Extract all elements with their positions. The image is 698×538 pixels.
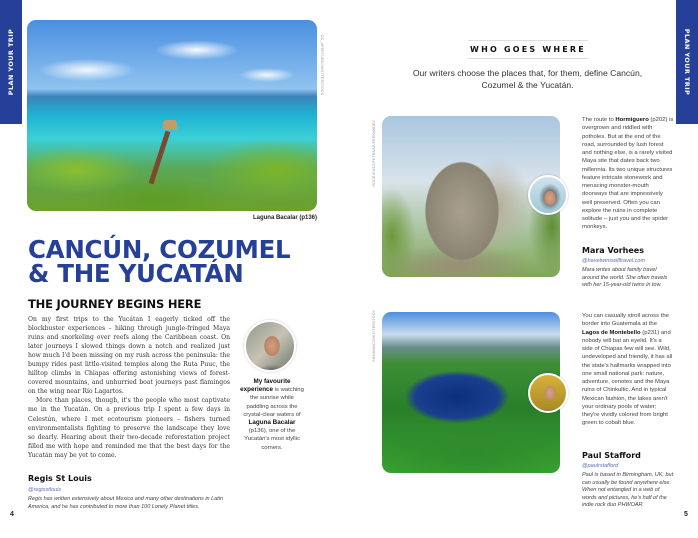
author-bio: Mara writes about family travel around the world. She often travels with her 15-year-old twins in tow. bbox=[582, 267, 668, 289]
author-handle[interactable]: @regisstlouis bbox=[28, 487, 62, 493]
pick-text: The route to bbox=[582, 117, 616, 123]
avatar-mara-vorhees bbox=[528, 175, 568, 215]
author-name: Paul Stafford bbox=[582, 451, 641, 460]
favourite-text: is watching the sunrise while paddling across the crystal-clear waters of bbox=[243, 387, 304, 418]
pick-text: (p202) is overgrown and riddled with potholes. But at the end of the road, surrounded by lush forest and nothing else, is a rarely visited Maya site that dates back two millennia. Its two unique structures feature intricate stonework and menacing monster-mouth doorways that are impressively well preserved. Often you can explore the ruins in complete solitude – just you and the spider monkeys. bbox=[582, 117, 674, 231]
photo-credit: RODRIGUEZ/PETRNAR/FERNANDEZ bbox=[372, 120, 376, 187]
pier-shape bbox=[149, 131, 171, 185]
intro-paragraph: More than places, though, it's the people who most captivate me in the Yucatán. On a previous trip I spent a few days in Celestún, where I met ecotourism pioneers – fishers turned environmentalists fighting to preserve the landscape they love so dearly. Hearing about their two-decade reforestation project filled me with hope and reminded me that the best days for the Yucatán may be yet to come. bbox=[28, 397, 230, 459]
author-bio: Regis has written extensively about Mexico and many other destinations in Latin America, and he has contributed to more than 100 Lonely Planet titles. bbox=[28, 496, 224, 510]
author-name: Mara Vorhees bbox=[582, 246, 644, 255]
author-handle[interactable]: @havetwinswilltravel.com bbox=[582, 258, 646, 264]
writer-pick-text bbox=[582, 312, 674, 428]
favourite-lead: My favourite experience bbox=[240, 378, 291, 394]
page-subtitle: THE JOURNEY BEGINS HERE bbox=[28, 297, 202, 311]
section-heading: WHO GOES WHERE bbox=[468, 40, 588, 59]
pick-place: Hormiguero bbox=[615, 117, 649, 123]
avatar-regis-st-louis bbox=[244, 320, 296, 372]
favourite-experience bbox=[240, 378, 304, 452]
pick-text: (p231) and nobody will bat an eyelid. It's a side of Chiapas few will see. Wild, undeveloped and friendly, it has all the state's hallmarks wrapped into one small national park: nature, adventure, cenotes and the Maya ruins of Chinkultic. And in typical Mexican fashion, the lakes aren't your ordinary pools of water; they're vividly colored from bright green to cobalt blue. bbox=[582, 329, 673, 427]
writer-pick-text bbox=[582, 116, 674, 232]
hero-caption: Laguna Bacalar (p136) bbox=[252, 215, 317, 221]
page-title bbox=[28, 235, 328, 288]
page-number: 5 bbox=[684, 511, 688, 518]
author-handle[interactable]: @paulrstafford bbox=[582, 463, 619, 469]
author-name: Regis St Louis bbox=[28, 474, 92, 483]
section-tab-right bbox=[676, 0, 698, 124]
section-tab-label: PLAN YOUR TRIP bbox=[683, 28, 692, 96]
section-intro: Our writers choose the places that, for them, define Cancún, Cozumel & the Yucatán. bbox=[412, 68, 643, 90]
hero-photo-laguna-bacalar bbox=[27, 20, 317, 211]
title-line-2: & THE YUCATÁN bbox=[28, 259, 244, 288]
favourite-text: (p136), one of the Yucatán's most idyllic corners. bbox=[244, 428, 300, 451]
photo-credit: DC_APERTURE/SHUTTERSTOCK bbox=[320, 35, 324, 96]
section-tab-label: PLAN YOUR TRIP bbox=[7, 28, 16, 96]
title-line-1: CANCÚN, COZUMEL bbox=[28, 235, 291, 264]
favourite-place: Laguna Bacalar bbox=[248, 419, 296, 427]
author-bio: Paul is based in Birmingham, UK, but can usually be found anywhere else. When not entangled in a web of words and pictures, he's half of the indie rock duo PHWOAR. bbox=[582, 472, 674, 509]
intro-text bbox=[28, 315, 230, 460]
intro-paragraph: On my first trips to the Yucátan I eagerly ticked off the blockbuster experiences – hiking through jungle-fringed Maya ruins and snorkeling over reefs along the Caribbean coast. On later journeys I slowed things down a notch and realized just how much I'd been missing on my rush across the peninsula: the bumpy rides past little-visited temples along the Ruta Puuc, the hilltop climbs in Chiapas offering astonishing views of forest-covered mountains, and unhurried boat journeys past flamingos on the wing near Río Lagartos. bbox=[28, 316, 230, 396]
section-tab-left bbox=[0, 0, 22, 124]
pick-place: Lagos de Montebello bbox=[582, 329, 641, 336]
hut-shape bbox=[163, 120, 177, 130]
photo-credit: SHAWNMC/SHUTTERSTOCK bbox=[372, 310, 376, 362]
pick-text: You can casually stroll across the border into Guatemala at the bbox=[582, 313, 669, 328]
avatar-paul-stafford bbox=[528, 373, 568, 413]
page-number: 4 bbox=[10, 511, 14, 518]
